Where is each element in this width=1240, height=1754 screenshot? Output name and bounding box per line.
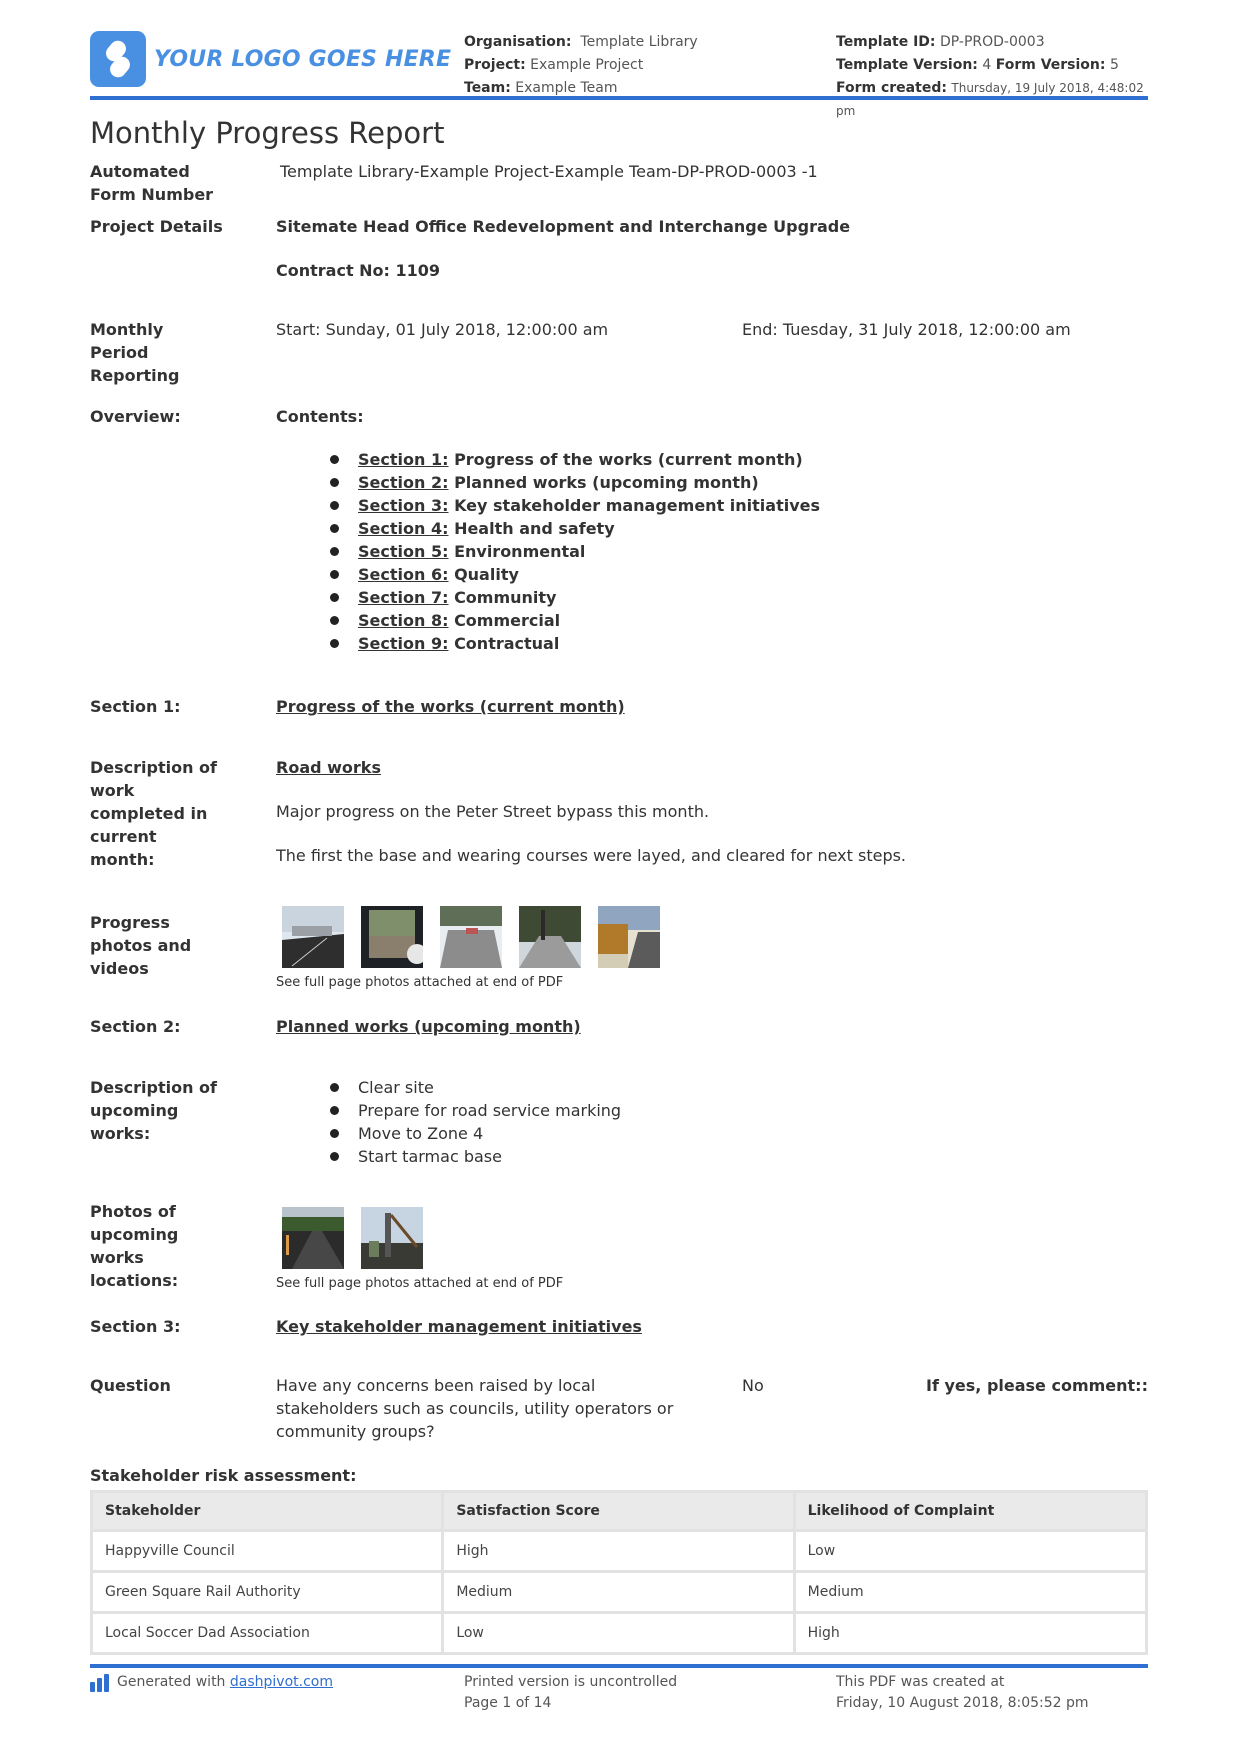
overview-label: Overview: [90, 407, 181, 426]
contents-item-text: Planned works (upcoming month) [454, 473, 759, 492]
contents-item-text: Progress of the works (current month) [454, 450, 803, 469]
section-link[interactable]: Section 1: [358, 450, 449, 469]
question-label: Question [90, 1376, 171, 1395]
logo-text: YOUR LOGO GOES HERE [154, 46, 452, 72]
section-link[interactable]: Section 3: [358, 496, 449, 515]
template-id-value: DP-PROD-0003 [939, 34, 1045, 50]
column-header: Satisfaction Score [444, 1493, 792, 1529]
page-title: Monthly Progress Report [90, 116, 445, 150]
period-end: End: Tuesday, 31 July 2018, 12:00:00 am [742, 320, 1071, 339]
contents-item-text: Commercial [454, 611, 561, 630]
document-header [90, 28, 1148, 118]
period-start: Start: Sunday, 01 July 2018, 12:00:00 am [276, 320, 609, 339]
upcoming-photo-1[interactable] [282, 1207, 344, 1269]
section1-desc-heading: Road works [276, 758, 381, 777]
table-cell: Low [796, 1532, 1145, 1570]
table-header-row [93, 1493, 1145, 1529]
template-version-label: Template Version: [836, 57, 978, 73]
table-cell: High [796, 1614, 1145, 1652]
form-created-value: Thursday, 19 July 2018, 4:48:02 pm [836, 81, 1144, 118]
contents-item [330, 540, 820, 563]
organisation-value: Template Library [580, 34, 698, 50]
automated-form-number-value: Template Library-Example Project-Example Team-DP-PROD-0003 -1 [280, 162, 818, 181]
progress-photos-label: Progress photos and videos [90, 913, 192, 978]
contents-item [330, 586, 820, 609]
upcoming-photos-label: Photos of upcoming works locations: [90, 1202, 179, 1290]
section1-desc-p2: The first the base and wearing courses were layed, and cleared for next steps. [276, 846, 907, 865]
section-link[interactable]: Section 8: [358, 611, 449, 630]
contents-item-text: Environmental [454, 542, 586, 561]
contents-item [330, 632, 820, 655]
question-answer: No [742, 1376, 764, 1395]
list-item: Move to Zone 4 [330, 1122, 621, 1145]
risk-table [90, 1490, 1148, 1655]
project-value: Example Project [530, 57, 644, 73]
upcoming-works-list [330, 1076, 621, 1168]
form-created-label: Form created: [836, 80, 947, 96]
progress-photo-1[interactable] [282, 906, 344, 968]
automated-form-number-label: Automated Form Number [90, 162, 214, 204]
header-meta-right [836, 31, 1148, 123]
template-id-label: Template ID: [836, 34, 936, 50]
section2-desc-label: Description of upcoming works: [90, 1078, 218, 1143]
contract-number: Contract No: 1109 [276, 261, 441, 280]
contents-item [330, 448, 820, 471]
section2-label: Section 2: [90, 1017, 181, 1036]
question-text: Have any concerns been raised by local stakeholders such as councils, utility operators or community groups? [276, 1376, 674, 1441]
upcoming-photo-2[interactable] [361, 1207, 423, 1269]
footer-center [464, 1672, 677, 1714]
contents-item [330, 609, 820, 632]
column-header: Likelihood of Complaint [796, 1493, 1145, 1529]
footer-generated [90, 1672, 333, 1693]
table-cell: Low [444, 1614, 792, 1652]
list-item: Prepare for road service marking [330, 1099, 621, 1122]
table-cell: Medium [444, 1573, 792, 1611]
contents-list [330, 448, 820, 655]
organisation-label: Organisation: [464, 34, 572, 50]
section-link[interactable]: Section 6: [358, 565, 449, 584]
table-cell: Medium [796, 1573, 1145, 1611]
contents-item [330, 517, 820, 540]
header-rule [90, 96, 1148, 100]
section-link[interactable]: Section 4: [358, 519, 449, 538]
list-item: Clear site [330, 1076, 621, 1099]
dashpivot-link[interactable]: dashpivot.com [229, 1674, 333, 1690]
form-version-value: 5 [1109, 57, 1119, 73]
table-row [93, 1573, 1145, 1611]
section-link[interactable]: Section 5: [358, 542, 449, 561]
project-label: Project: [464, 57, 526, 73]
footer-printed: Printed version is uncontrolled [464, 1674, 678, 1690]
contents-item-text: Quality [454, 565, 519, 584]
footer-pdf-date: Friday, 10 August 2018, 8:05:52 pm [836, 1695, 1089, 1711]
contents-label: Contents: [276, 407, 364, 426]
contents-item-text: Contractual [454, 634, 560, 653]
project-name: Sitemate Head Office Redevelopment and Interchange Upgrade [276, 217, 851, 236]
section1-desc-label: Description of work completed in current month: [90, 758, 218, 869]
footer-rule [90, 1664, 1148, 1668]
footer-right [836, 1672, 1089, 1714]
section1-label: Section 1: [90, 697, 181, 716]
progress-photo-4[interactable] [519, 906, 581, 968]
header-meta-left [464, 31, 698, 100]
contents-item [330, 494, 820, 517]
table-row [93, 1532, 1145, 1570]
footer-pdf-created: This PDF was created at [836, 1674, 1005, 1690]
table-cell: Happyville Council [93, 1532, 441, 1570]
column-header: Stakeholder [93, 1493, 441, 1529]
period-label: Monthly Period Reporting [90, 320, 180, 385]
section1-desc-p1: Major progress on the Peter Street bypass this month. [276, 802, 710, 821]
progress-photo-5[interactable] [598, 906, 660, 968]
logo [90, 31, 451, 87]
section-link[interactable]: Section 2: [358, 473, 449, 492]
footer-page-number: Page 1 of 14 [464, 1695, 552, 1711]
contents-item-text: Health and safety [454, 519, 615, 538]
table-row [93, 1614, 1145, 1652]
section3-title: Key stakeholder management initiatives [276, 1317, 642, 1336]
list-item: Start tarmac base [330, 1145, 621, 1168]
team-value: Example Team [515, 80, 618, 96]
progress-photo-3[interactable] [440, 906, 502, 968]
contents-item [330, 471, 820, 494]
upcoming-photos-caption: See full page photos attached at end of PDF [276, 1276, 564, 1291]
logo-icon [90, 31, 146, 87]
team-label: Team: [464, 80, 511, 96]
table-cell: High [444, 1532, 792, 1570]
project-details-label: Project Details [90, 217, 223, 236]
dashpivot-logo-icon [90, 1674, 109, 1692]
table-cell: Local Soccer Dad Association [93, 1614, 441, 1652]
contents-item [330, 563, 820, 586]
section3-label: Section 3: [90, 1317, 181, 1336]
section1-title: Progress of the works (current month) [276, 697, 625, 716]
table-cell: Green Square Rail Authority [93, 1573, 441, 1611]
section-link[interactable]: Section 9: [358, 634, 449, 653]
progress-photos-caption: See full page photos attached at end of PDF [276, 975, 564, 990]
template-version-value: 4 [982, 57, 992, 73]
comment-label: If yes, please comment:: [926, 1376, 1148, 1395]
section2-title: Planned works (upcoming month) [276, 1017, 581, 1036]
footer-generated-text: Generated with [117, 1674, 226, 1690]
section-link[interactable]: Section 7: [358, 588, 449, 607]
contents-item-text: Community [454, 588, 557, 607]
progress-photo-2[interactable] [361, 906, 423, 968]
form-version-label: Form Version: [995, 57, 1106, 73]
risk-assessment-label: Stakeholder risk assessment: [90, 1466, 357, 1485]
contents-item-text: Key stakeholder management initiatives [454, 496, 821, 515]
